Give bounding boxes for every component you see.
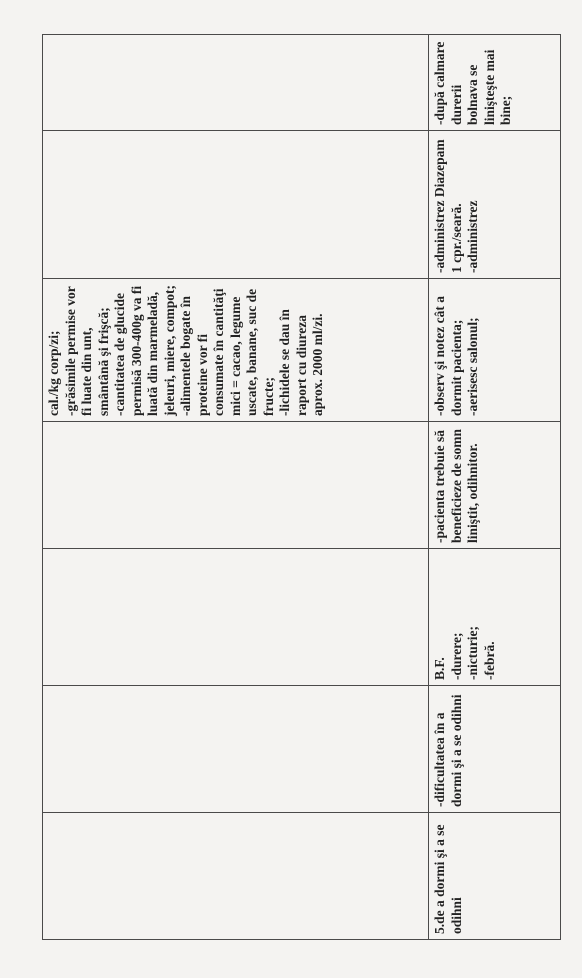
cell-evaluation [429, 35, 561, 131]
interventions-delegated-text: -administrez Diazepam 1 cpr./seară. -administrez [432, 139, 480, 273]
top-cell-need [43, 813, 429, 940]
diet-interventions-text: cal./kg corp/zi; -grăsimile permise vor fi luate din unt, smântână şi frişcă; -cantitatea de glucide permisă 300-400g va fi luată din marmeladă, jeleuri, miere, compot; -alimentele bogate în proteine vor fi consumate în cantităţi mici = cacao, legume uscate, banane, suc de fructe; -lichidele se dau în raport cu diureza aprox. 2000 ml/zi. [46, 285, 325, 416]
objective-text: -pacienta trebuie să beneficieze de somn liniştit, odihnitor. [432, 429, 480, 543]
table-row-sleep [429, 35, 561, 940]
top-cell-evaluation [43, 35, 429, 131]
cell-sources [429, 549, 561, 686]
top-cell-interventions [43, 279, 429, 422]
cell-need [429, 813, 561, 940]
need-text: 5.de a dormi şi a se odihni [432, 824, 464, 934]
interventions-autonomous-text: -observ şi notez cât a dormit pacienta; -aerisesc salonul; [432, 296, 480, 416]
table-row-top [43, 35, 429, 940]
rotated-table-container [42, 35, 560, 940]
problem-text: -dificultatea în a dormi şi a se odihni [432, 694, 464, 807]
cell-interventions-delegated [429, 131, 561, 279]
evaluation-text: -după calmare durerii bolnava se linişteşte mai bine; [432, 41, 513, 125]
sources-text: B.F. -durere; -nicturie; -febră. [432, 626, 497, 680]
top-cell-objective [43, 422, 429, 549]
top-cell-delegated [43, 131, 429, 279]
cell-interventions-autonomous [429, 279, 561, 422]
top-cell-problem [43, 686, 429, 813]
cell-objective [429, 422, 561, 549]
cell-problem [429, 686, 561, 813]
top-cell-sources [43, 549, 429, 686]
nursing-care-table [42, 34, 561, 940]
